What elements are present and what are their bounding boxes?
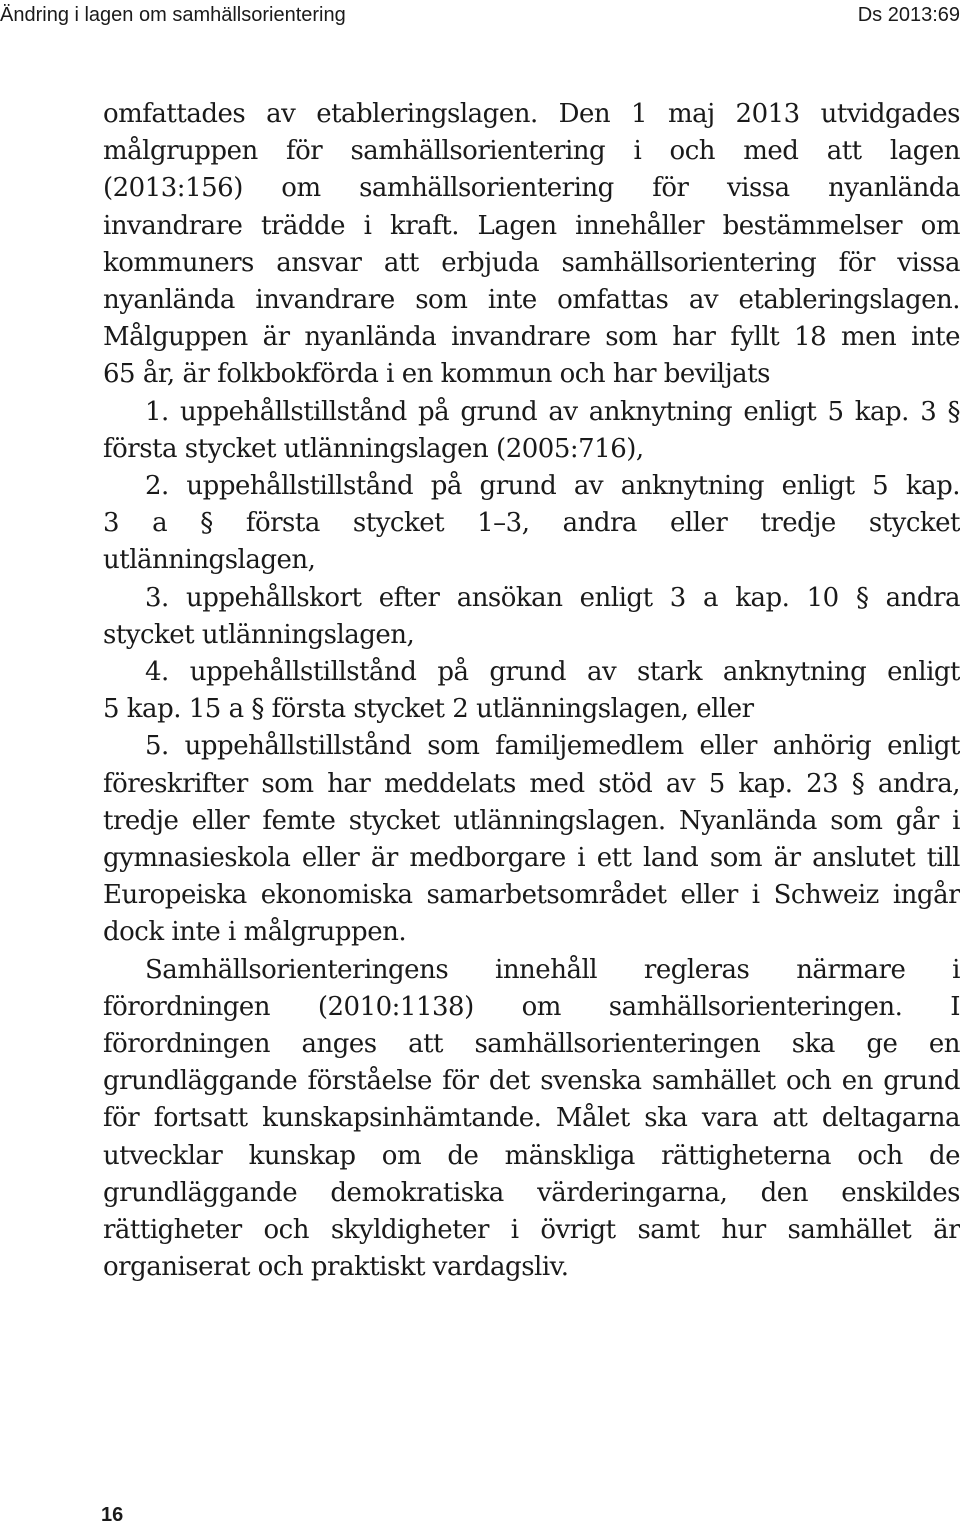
text-line: Europeiska ekonomiska samarbetsområdet eller i Schweiz ingår [103, 880, 960, 911]
header-title: Ändring i lagen om samhällsorientering [0, 4, 346, 26]
text-line: organiserat och praktiskt vardagsliv. [103, 1252, 569, 1283]
header-document-id: Ds 2013:69 [857, 4, 960, 26]
text-line: kommuners ansvar att erbjuda samhällsorientering för vissa [103, 247, 960, 278]
paragraph-1 [103, 96, 960, 394]
text-line: förordningen (2010:1138) om samhällsorienteringen. I [103, 991, 960, 1022]
text-line: för fortsatt kunskapsinhämtande. Målet ska vara att deltagarna [103, 1103, 960, 1134]
text-line: 3 a § första stycket 1–3, andra eller tredje stycket [103, 508, 960, 539]
text-line: nyanlända invandrare som inte omfattas av etableringslagen. [103, 285, 960, 316]
text-line: 4. uppehållstillstånd på grund av stark anknytning enligt [145, 657, 960, 688]
text-line: (2013:156) om samhällsorientering för vissa nyanlända [103, 173, 960, 204]
page-number: 16 [101, 1504, 124, 1526]
text-line: invandrare trädde i kraft. Lagen innehåller bestämmelser om [103, 210, 960, 241]
text-line: förordningen anges att samhällsorienteringen ska ge en [103, 1029, 960, 1060]
list-item [103, 468, 960, 580]
text-line: Samhällsorienteringens innehåll regleras närmare i [145, 954, 960, 985]
text-line: grundläggande förståelse för det svenska samhället och en grund [103, 1066, 960, 1097]
text-line: 5. uppehållstillstånd som familjemedlem eller anhörig enligt [145, 731, 960, 762]
text-line: stycket utlänningslagen, [103, 619, 415, 650]
text-line: målgruppen för samhällsorientering i och med att lagen [103, 136, 960, 167]
text-line: dock inte i målgruppen. [103, 917, 407, 948]
text-line: 3. uppehållskort efter ansökan enligt 3 a kap. 10 § andra [145, 582, 960, 613]
text-line: 2. uppehållstillstånd på grund av anknytning enligt 5 kap. [145, 471, 960, 502]
text-line: rättigheter och skyldigheter i övrigt samt hur samhället är [103, 1215, 960, 1246]
text-line: utlänningslagen, [103, 545, 316, 576]
paragraph-2 [103, 952, 960, 1287]
text-line: föreskrifter som har meddelats med stöd av 5 kap. 23 § andra, [103, 768, 960, 799]
text-line: omfattades av etableringslagen. Den 1 maj 2013 utvidgades [103, 99, 960, 129]
permit-list [103, 394, 960, 952]
running-header [0, 0, 960, 30]
text-line: tredje eller femte stycket utlänningslagen. Nyanlända som går i [103, 805, 960, 836]
text-line: grundläggande demokratiska värderingarna, den enskildes [103, 1177, 960, 1208]
text-line: första stycket utlänningslagen (2005:716), [103, 433, 644, 464]
document-body [103, 96, 960, 1287]
text-line: 65 år, är folkbokförda i en kommun och har beviljats [103, 359, 770, 390]
list-item [103, 728, 960, 951]
text-line: 1. uppehållstillstånd på grund av anknytning enligt 5 kap. 3 § [145, 396, 960, 427]
text-line: 5 kap. 15 a § första stycket 2 utlänningslagen, eller [103, 694, 754, 725]
text-line: Målguppen är nyanlända invandrare som har fyllt 18 men inte [103, 322, 960, 353]
text-line: gymnasieskola eller är medborgare i ett land som är anslutet till [103, 843, 960, 874]
text-line: utvecklar kunskap om de mänskliga rättigheterna och de [103, 1140, 960, 1171]
list-item [103, 394, 960, 468]
list-item [103, 654, 960, 728]
list-item [103, 580, 960, 654]
